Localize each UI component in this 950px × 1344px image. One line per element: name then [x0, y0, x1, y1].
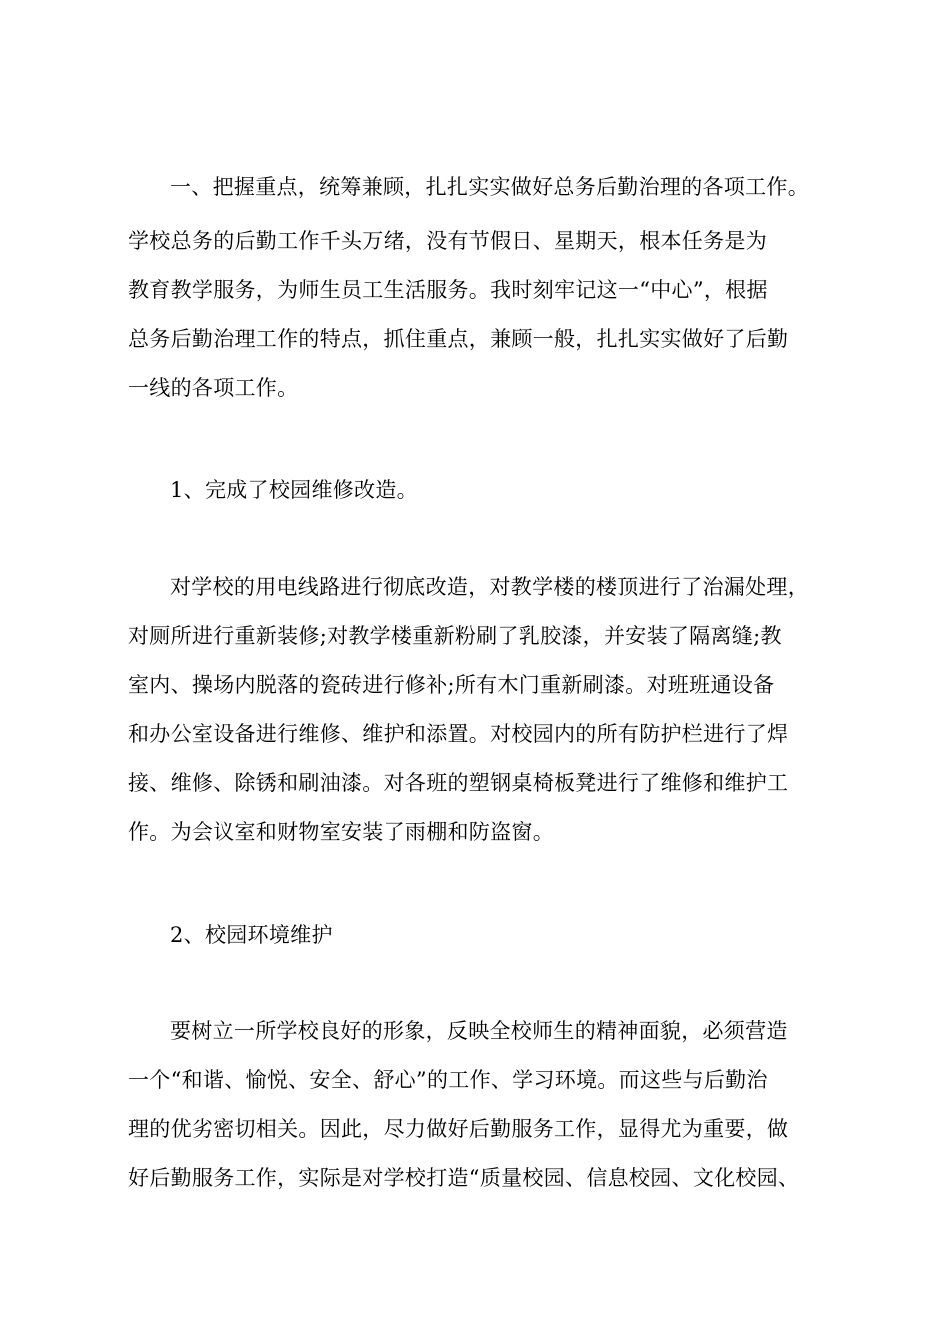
paragraph-line: 接、维修、除锈和刷油漆。对各班的塑钢桌椅板凳进行了维修和维护工 [128, 771, 789, 795]
paragraph-line: 室内、操场内脱落的瓷砖进行修补;所有木门重新刷漆。对班班通设备 [128, 673, 775, 697]
paragraph-line: 总务后勤治理工作的特点，抓住重点，兼顾一般，扎扎实实做好了后勤 [128, 327, 789, 351]
paragraph-line: 一线的各项工作。 [128, 376, 299, 400]
paragraph-line: 学校总务的后勤工作千头万绪，没有节假日、星期天，根本任务是为 [128, 229, 767, 253]
paragraph-line: 一个“和谐、愉悦、安全、舒心”的工作、学习环境。而这些与后勤治 [128, 1068, 768, 1092]
paragraph-line: 理的优劣密切相关。因此，尽力做好后勤服务工作，显得尤为重要，做 [128, 1117, 789, 1141]
paragraph-line: 对厕所进行重新装修;对教学楼重新粉刷了乳胶漆，并安装了隔离缝;教 [128, 624, 782, 648]
paragraph-line: 对学校的用电线路进行彻底改造，对教学楼的楼顶进行了治漏处理， [170, 575, 809, 599]
paragraph-line: 和办公室设备进行维修、维护和添置。对校园内的所有防护栏进行了焊 [128, 722, 789, 746]
paragraph-line: 好后勤服务工作，实际是对学校打造“质量校园、信息校园、文化校园、 [128, 1166, 800, 1190]
subsection-heading: 2、校园环境维护 [170, 923, 333, 947]
paragraph-line: 要树立一所学校良好的形象，反映全校师生的精神面貌，必须营造 [170, 1019, 788, 1043]
section-heading: 一、把握重点，统筹兼顾，扎扎实实做好总务后勤治理的各项工作。 [170, 175, 809, 199]
paragraph-line: 作。为会议室和财物室安装了雨棚和防盗窗。 [128, 820, 554, 844]
paragraph-line: 教育教学服务，为师生员工生活服务。我时刻牢记这一“中心”，根据 [128, 278, 768, 302]
subsection-heading: 1、完成了校园维修改造。 [170, 478, 418, 502]
